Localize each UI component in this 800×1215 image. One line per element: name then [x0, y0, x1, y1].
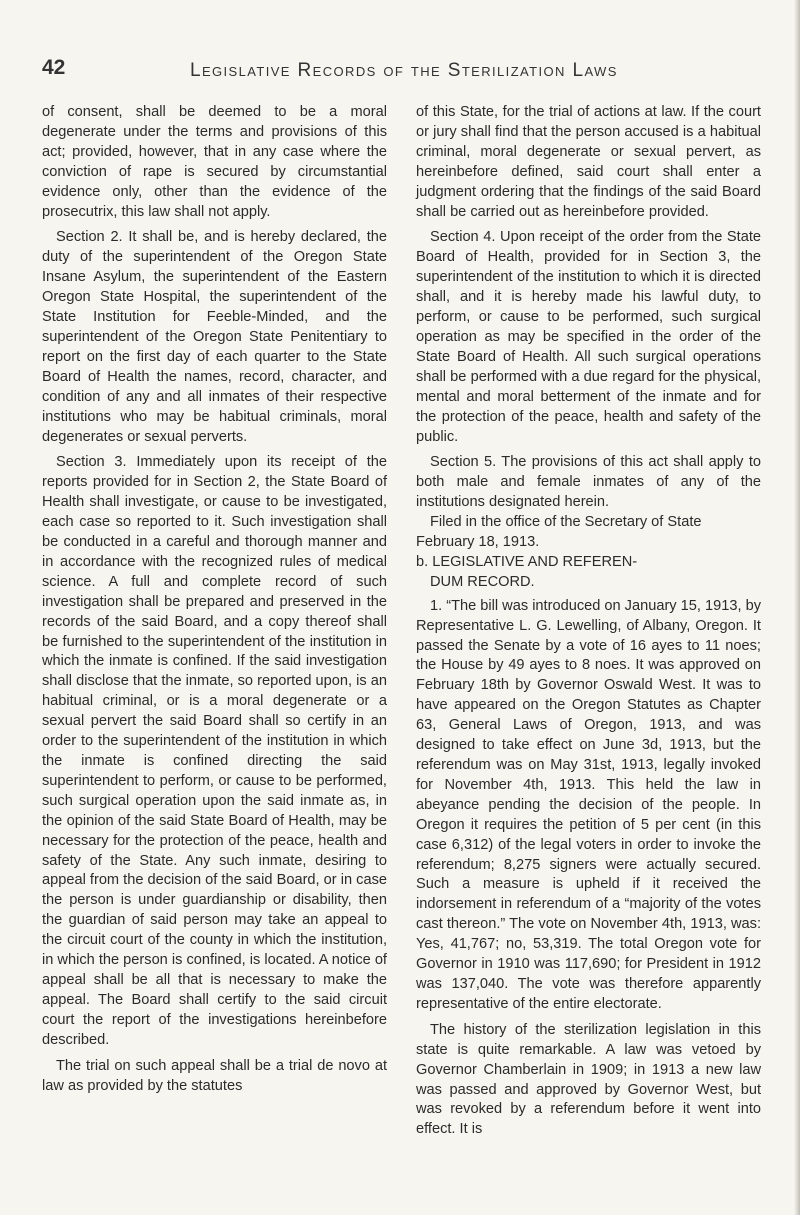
section-heading-legislative-record	[416, 553, 761, 593]
paragraph-trial-continued: of this State, for the trial of actions at law. If the court or jury shall find that the person accused is a habitual criminal, moral degenerate or sexual pervert, as hereinbefore defined, said court shall enter a judgment ordering that the findings of the said Board shall be carried out as hereinbefore provided.	[416, 104, 761, 220]
paragraph-section-4: Section 4. Upon receipt of the order from the State Board of Health, provided for in Section 3, the superintendent of the institution to which it is directed shall, and it is hereby made his lawful duty, to perform, or cause to be performed, such surgical operation as may be specified in the order of the State Board of Health. All such surgical operations shall be performed with a due regard for the physical, mental and moral betterment of the inmate and for the protection of the peace, health and safety of the public.	[416, 229, 761, 445]
paragraph-consent-clause: of consent, shall be deemed to be a moral degenerate under the terms and provisions of this act; provided, however, that in any case where the conviction of rape is secured by circumstantial evidence only, other than the evidence of the prosecutrix, this law shall not apply.	[42, 104, 387, 220]
paragraph-section-5: Section 5. The provisions of this act shall apply to both male and female inmates of any of the institutions designated herein.	[416, 454, 761, 511]
page-edge-shadow	[794, 0, 800, 1215]
page-header	[0, 56, 800, 92]
paragraph-sterilization-history: The history of the sterilization legislation in this state is quite remarkable. A law was vetoed by Governor Chamberlain in 1909; in 1913 a new law was passed and approved by Governor West, but was revoked by a referendum before it went into effect. It is	[416, 1021, 761, 1138]
paragraph-section-3: Section 3. Immediately upon its receipt of the reports provided for in Section 2, the State Board of Health shall investigate, or cause to be investigated, each case so reported to it. Such investigation shall be conducted in a careful and thorough manner and in accordance with the recognized rules of medical science. A full and complete record of such investigation shall be prepared and preserved in the records of the said Board, and a copy thereof shall be furnished to the superintendent of the institution in which the inmate is confined. If the said investigation shall disclose that the inmate, so reported upon, is an habitual criminal, or is a moral degenerate or a sexual pervert the said Board shall so certify in an order to the superintendent of the institution in which the inmate is confined directing the said superintendent to perform, or cause to be performed, such surgical operation upon the said inmate as, in the opinion of the said State Board of Health, may be necessary for the protection of the peace, health and safety of the State. Any such inmate, desiring to appeal from the decision of the said Board, or in case the person is under guardianship or disability, then the guardian of said person may take an appeal to the circuit court of the county in which the institution, in which the person is confined, is located. A notice of appeal shall be all that is necessary to make the appeal. The Board shall certify to the said circuit court the report of the investigations hereinbefore described.	[42, 454, 387, 1048]
filed-date: February 18, 1913.	[416, 534, 540, 551]
right-column	[416, 103, 761, 1146]
paragraph-section-2: Section 2. It shall be, and is hereby declared, the duty of the superintendent of the Oregon State Insane Asylum, the superintendent of the Eastern Oregon State Hospital, the superintendent of the State Institution for Feeble-Minded, and the superintendent of the Oregon State Penitentiary to report on the first day of each quarter to the State Board of Health the names, record, character, and condition of any and all inmates of their respective institutions who may be habitual criminals, moral degenerates or sexual perverts.	[42, 229, 387, 445]
running-head-title: Legislative Records of the Sterilization Laws	[190, 60, 618, 81]
heading-line-1: b. LEGISLATIVE AND REFEREN-	[416, 553, 638, 570]
paragraph-trial-on-appeal: The trial on such appeal shall be a trial de novo at law as provided by the statutes	[42, 1057, 387, 1094]
heading-line-2: DUM RECORD.	[430, 573, 535, 590]
paragraph-bill-history: 1. “The bill was introduced on January 15, 1913, by Representative L. G. Lewelling, of Albany, Oregon. It passed the Senate by a vote of 16 ayes to 11 noes; the House by 49 ayes to 8 noes. It was approved on February 18th by Governor Oswald West. It was to have appeared on the Oregon Statutes as Chapter 63, General Laws of Oregon, 1913, and was designed to take effect on June 3d, 1913, but the referendum was on May 31st, 1913, legally invoked for November 4th, 1913. This held the law in abeyance pending the decision of the people. In Oregon it requires the petition of 5 per cent (in this case 6,312) of the legal voters in order to invoke the referendum; 8,275 signers were actually secured. Such a measure is upheld if it received the indorsement in referendum of a “majority of the votes cast thereon.” The vote on November 4th, 1913, was: Yes, 41,767; no, 53,319. The total Oregon vote for Governor in 1910 was 117,690; for President in 1912 was 137,040. The vote was therefore apparently representative of the entire electorate.	[416, 597, 761, 1012]
left-column	[42, 103, 387, 1102]
filed-note: Filed in the office of the Secretary of State	[430, 514, 702, 531]
page-number: 42	[42, 56, 66, 79]
